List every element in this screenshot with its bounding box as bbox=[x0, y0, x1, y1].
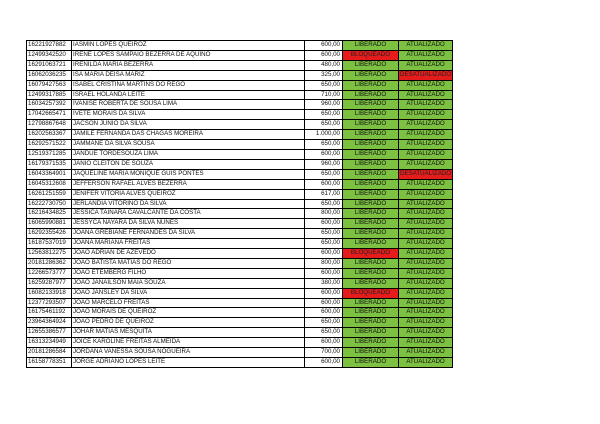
value-cell: 650,00 bbox=[305, 140, 343, 150]
name-cell: JOAO PEDRO DE QUEIROZ bbox=[72, 318, 305, 328]
id-cell: 16065990881 bbox=[27, 219, 72, 229]
value-cell: 700,00 bbox=[305, 348, 343, 358]
id-cell: 16079427563 bbox=[27, 80, 72, 90]
value-cell: 650,00 bbox=[305, 120, 343, 130]
name-cell: JAMMANE DA SILVA SOUSA bbox=[72, 140, 305, 150]
value-cell: 650,00 bbox=[305, 328, 343, 338]
id-cell: 16158778351 bbox=[27, 358, 72, 368]
table-row bbox=[27, 169, 453, 179]
status-cell: LIBERADO bbox=[343, 258, 399, 268]
status-cell: LIBERADO bbox=[343, 239, 399, 249]
id-cell: 16202563367 bbox=[27, 130, 72, 140]
id-cell: 12266573777 bbox=[27, 268, 72, 278]
table-row bbox=[27, 149, 453, 159]
update-cell: ATUALIZADO bbox=[399, 80, 453, 90]
table-row bbox=[27, 120, 453, 130]
id-cell: 16313234949 bbox=[27, 338, 72, 348]
table-row bbox=[27, 348, 453, 358]
id-cell: 20181286362 bbox=[27, 258, 72, 268]
id-cell: 16179371535 bbox=[27, 159, 72, 169]
id-cell: 16291063721 bbox=[27, 60, 72, 70]
status-cell: LIBERADO bbox=[343, 348, 399, 358]
table-row bbox=[27, 268, 453, 278]
update-cell: ATUALIZADO bbox=[399, 110, 453, 120]
id-cell: 16045312608 bbox=[27, 179, 72, 189]
name-cell: JERLANDIA VITORINO DA SILVA bbox=[72, 199, 305, 209]
value-cell: 380,00 bbox=[305, 278, 343, 288]
update-cell: ATUALIZADO bbox=[399, 199, 453, 209]
value-cell: 480,00 bbox=[305, 60, 343, 70]
table-row bbox=[27, 328, 453, 338]
table-body bbox=[27, 41, 453, 368]
update-cell: ATUALIZADO bbox=[399, 189, 453, 199]
table-row bbox=[27, 209, 453, 219]
table-row bbox=[27, 318, 453, 328]
update-cell: ATUALIZADO bbox=[399, 348, 453, 358]
update-cell: ATUALIZADO bbox=[399, 179, 453, 189]
update-cell: ATUALIZADO bbox=[399, 130, 453, 140]
update-cell: ATUALIZADO bbox=[399, 209, 453, 219]
update-cell: ATUALIZADO bbox=[399, 41, 453, 51]
table-row bbox=[27, 358, 453, 368]
value-cell: 650,00 bbox=[305, 239, 343, 249]
value-cell: 960,00 bbox=[305, 159, 343, 169]
status-cell: LIBERADO bbox=[343, 80, 399, 90]
name-cell: ISABEL CRISTINA MARTINS DO REGO bbox=[72, 80, 305, 90]
name-cell: JESSICA TAINARA CAVALCANTE DA COSTA bbox=[72, 209, 305, 219]
update-cell: ATUALIZADO bbox=[399, 328, 453, 338]
beneficiary-table bbox=[26, 40, 453, 368]
table-row bbox=[27, 140, 453, 150]
table-row bbox=[27, 179, 453, 189]
update-cell: ATUALIZADO bbox=[399, 308, 453, 318]
status-cell: LIBERADO bbox=[343, 100, 399, 110]
update-cell: DESATUALIZADO bbox=[399, 70, 453, 80]
status-cell: LIBERADO bbox=[343, 328, 399, 338]
value-cell: 800,00 bbox=[305, 209, 343, 219]
update-cell: ATUALIZADO bbox=[399, 268, 453, 278]
table-row bbox=[27, 258, 453, 268]
status-cell: LIBERADO bbox=[343, 179, 399, 189]
table-row bbox=[27, 130, 453, 140]
name-cell: JORGE ADRIANO LOPES LEITE bbox=[72, 358, 305, 368]
status-cell: LIBERADO bbox=[343, 70, 399, 80]
name-cell: ISA MARIA DEISA MARIZ bbox=[72, 70, 305, 80]
value-cell: 600,00 bbox=[305, 41, 343, 51]
table-row bbox=[27, 159, 453, 169]
status-cell: LIBERADO bbox=[343, 318, 399, 328]
id-cell: 20181286584 bbox=[27, 348, 72, 358]
update-cell: ATUALIZADO bbox=[399, 338, 453, 348]
name-cell: JOANA GREBIANE FERNANDES DA SILVA bbox=[72, 229, 305, 239]
name-cell: JANIO CLEITON DE SOUZA bbox=[72, 159, 305, 169]
value-cell: 650,00 bbox=[305, 80, 343, 90]
table-row bbox=[27, 239, 453, 249]
update-cell: DESATUALIZADO bbox=[399, 169, 453, 179]
value-cell: 600,00 bbox=[305, 338, 343, 348]
id-cell: 12563812275 bbox=[27, 249, 72, 259]
table-row bbox=[27, 50, 453, 60]
value-cell: 600,00 bbox=[305, 219, 343, 229]
name-cell: JENIFER VITORIA ALVES QUEIROZ bbox=[72, 189, 305, 199]
name-cell: JORDANA VANESSA SOUSA NOGUEIRA bbox=[72, 348, 305, 358]
update-cell: ATUALIZADO bbox=[399, 219, 453, 229]
name-cell: JOANA MARIANA FREITAS bbox=[72, 239, 305, 249]
name-cell: JANDUE TORDESOUZA LIMA bbox=[72, 149, 305, 159]
update-cell: ATUALIZADO bbox=[399, 249, 453, 259]
status-cell: LIBERADO bbox=[343, 209, 399, 219]
update-cell: ATUALIZADO bbox=[399, 258, 453, 268]
table-row bbox=[27, 308, 453, 318]
name-cell: JOAO ADRIAN DE AZEVEDO bbox=[72, 249, 305, 259]
value-cell: 600,00 bbox=[305, 179, 343, 189]
name-cell: JOAO MORAIS DE QUEIROZ bbox=[72, 308, 305, 318]
name-cell: JAQUELINE MARIA MONIQUE GUIS PONTES bbox=[72, 169, 305, 179]
status-cell: BLOQUEADO bbox=[343, 50, 399, 60]
value-cell: 710,00 bbox=[305, 90, 343, 100]
status-cell: LIBERADO bbox=[343, 278, 399, 288]
value-cell: 617,00 bbox=[305, 189, 343, 199]
value-cell: 650,00 bbox=[305, 229, 343, 239]
status-cell: LIBERADO bbox=[343, 189, 399, 199]
table-row bbox=[27, 249, 453, 259]
table-row bbox=[27, 80, 453, 90]
status-cell: LIBERADO bbox=[343, 140, 399, 150]
name-cell: JOAO ETEMBERG FILHO bbox=[72, 268, 305, 278]
name-cell: JOAO MARCELO FREITAS bbox=[72, 298, 305, 308]
status-cell: LIBERADO bbox=[343, 159, 399, 169]
update-cell: ATUALIZADO bbox=[399, 298, 453, 308]
update-cell: ATUALIZADO bbox=[399, 278, 453, 288]
status-cell: LIBERADO bbox=[343, 169, 399, 179]
id-cell: 12499342520 bbox=[27, 50, 72, 60]
table-row bbox=[27, 298, 453, 308]
status-cell: LIBERADO bbox=[343, 199, 399, 209]
status-cell: BLOQUEADO bbox=[343, 249, 399, 259]
update-cell: ATUALIZADO bbox=[399, 140, 453, 150]
value-cell: 600,00 bbox=[305, 308, 343, 318]
table-row bbox=[27, 199, 453, 209]
update-cell: ATUALIZADO bbox=[399, 149, 453, 159]
name-cell: JEFFERSON RAFAEL ALVES BEZERRA bbox=[72, 179, 305, 189]
status-cell: LIBERADO bbox=[343, 219, 399, 229]
update-cell: ATUALIZADO bbox=[399, 159, 453, 169]
table-row bbox=[27, 41, 453, 51]
name-cell: JESSYCA NAYARA DA SILVA NUNES bbox=[72, 219, 305, 229]
status-cell: BLOQUEADO bbox=[343, 288, 399, 298]
value-cell: 800,00 bbox=[305, 258, 343, 268]
table-row bbox=[27, 229, 453, 239]
status-cell: LIBERADO bbox=[343, 110, 399, 120]
name-cell: IRENILDA MARIA BEZERRA bbox=[72, 60, 305, 70]
status-cell: LIBERADO bbox=[343, 268, 399, 278]
name-cell: JOAO JANSLEY DA SILVA bbox=[72, 288, 305, 298]
value-cell: 600,00 bbox=[305, 249, 343, 259]
status-cell: LIBERADO bbox=[343, 358, 399, 368]
id-cell: 12499317885 bbox=[27, 90, 72, 100]
name-cell: JAMILE FERNANDA DAS CHAGAS MOREIRA bbox=[72, 130, 305, 140]
value-cell: 650,00 bbox=[305, 110, 343, 120]
name-cell: ISRAEL HOLANDA LEITE bbox=[72, 90, 305, 100]
status-cell: LIBERADO bbox=[343, 149, 399, 159]
value-cell: 600,00 bbox=[305, 50, 343, 60]
update-cell: ATUALIZADO bbox=[399, 50, 453, 60]
value-cell: 600,00 bbox=[305, 149, 343, 159]
name-cell: IASMIN LOPES QUEIROZ bbox=[72, 41, 305, 51]
id-cell: 16043364901 bbox=[27, 169, 72, 179]
status-cell: LIBERADO bbox=[343, 308, 399, 318]
table-row bbox=[27, 288, 453, 298]
name-cell: IRENE LOPES SAMPAIO BEZERRA DE AQUINO bbox=[72, 50, 305, 60]
value-cell: 600,00 bbox=[305, 298, 343, 308]
status-cell: LIBERADO bbox=[343, 130, 399, 140]
table-row bbox=[27, 219, 453, 229]
table-row bbox=[27, 90, 453, 100]
status-cell: LIBERADO bbox=[343, 60, 399, 70]
value-cell: 650,00 bbox=[305, 169, 343, 179]
id-cell: 16082133918 bbox=[27, 288, 72, 298]
status-cell: LIBERADO bbox=[343, 229, 399, 239]
id-cell: 16034257392 bbox=[27, 100, 72, 110]
status-cell: LIBERADO bbox=[343, 298, 399, 308]
id-cell: 12798867648 bbox=[27, 120, 72, 130]
table-row bbox=[27, 278, 453, 288]
update-cell: ATUALIZADO bbox=[399, 229, 453, 239]
value-cell: 650,00 bbox=[305, 199, 343, 209]
id-cell: 16175461192 bbox=[27, 308, 72, 318]
id-cell: 12655386577 bbox=[27, 328, 72, 338]
id-cell: 16062036235 bbox=[27, 70, 72, 80]
status-cell: LIBERADO bbox=[343, 120, 399, 130]
update-cell: ATUALIZADO bbox=[399, 239, 453, 249]
value-cell: 325,00 bbox=[305, 70, 343, 80]
id-cell: 23964364924 bbox=[27, 318, 72, 328]
value-cell: 650,00 bbox=[305, 318, 343, 328]
update-cell: ATUALIZADO bbox=[399, 90, 453, 100]
name-cell: JOAO JANAILSON MAIA SOUZA bbox=[72, 278, 305, 288]
table-row bbox=[27, 70, 453, 80]
id-cell: 16221927882 bbox=[27, 41, 72, 51]
value-cell: 600,00 bbox=[305, 358, 343, 368]
id-cell: 12519371285 bbox=[27, 149, 72, 159]
table-row bbox=[27, 110, 453, 120]
update-cell: ATUALIZADO bbox=[399, 318, 453, 328]
id-cell: 16216434825 bbox=[27, 209, 72, 219]
status-cell: LIBERADO bbox=[343, 338, 399, 348]
id-cell: 17042665471 bbox=[27, 110, 72, 120]
name-cell: JOHAR MATIAS MESQUITA bbox=[72, 328, 305, 338]
table-row bbox=[27, 60, 453, 70]
id-cell: 16261251559 bbox=[27, 189, 72, 199]
name-cell: JOAO BATISTA MATIAS DO REGO bbox=[72, 258, 305, 268]
update-cell: ATUALIZADO bbox=[399, 100, 453, 110]
table-row bbox=[27, 189, 453, 199]
name-cell: IVANISE ROBERTA DE SOUSA LIMA bbox=[72, 100, 305, 110]
update-cell: ATUALIZADO bbox=[399, 358, 453, 368]
id-cell: 16292355426 bbox=[27, 229, 72, 239]
name-cell: JOICE KAROLINE FREITAS ALMEIDA bbox=[72, 338, 305, 348]
name-cell: JACSON JUNIO DA SILVA bbox=[72, 120, 305, 130]
value-cell: 1.000,00 bbox=[305, 130, 343, 140]
status-cell: LIBERADO bbox=[343, 90, 399, 100]
id-cell: 16222730750 bbox=[27, 199, 72, 209]
table-row bbox=[27, 100, 453, 110]
update-cell: ATUALIZADO bbox=[399, 60, 453, 70]
status-cell: LIBERADO bbox=[343, 41, 399, 51]
id-cell: 16292571522 bbox=[27, 140, 72, 150]
id-cell: 16259287977 bbox=[27, 278, 72, 288]
value-cell: 960,00 bbox=[305, 100, 343, 110]
value-cell: 600,00 bbox=[305, 288, 343, 298]
update-cell: ATUALIZADO bbox=[399, 120, 453, 130]
id-cell: 12377293507 bbox=[27, 298, 72, 308]
value-cell: 600,00 bbox=[305, 268, 343, 278]
table-row bbox=[27, 338, 453, 348]
name-cell: IVETE MORAIS DA SILVA bbox=[72, 110, 305, 120]
id-cell: 16187537019 bbox=[27, 239, 72, 249]
update-cell: ATUALIZADO bbox=[399, 288, 453, 298]
